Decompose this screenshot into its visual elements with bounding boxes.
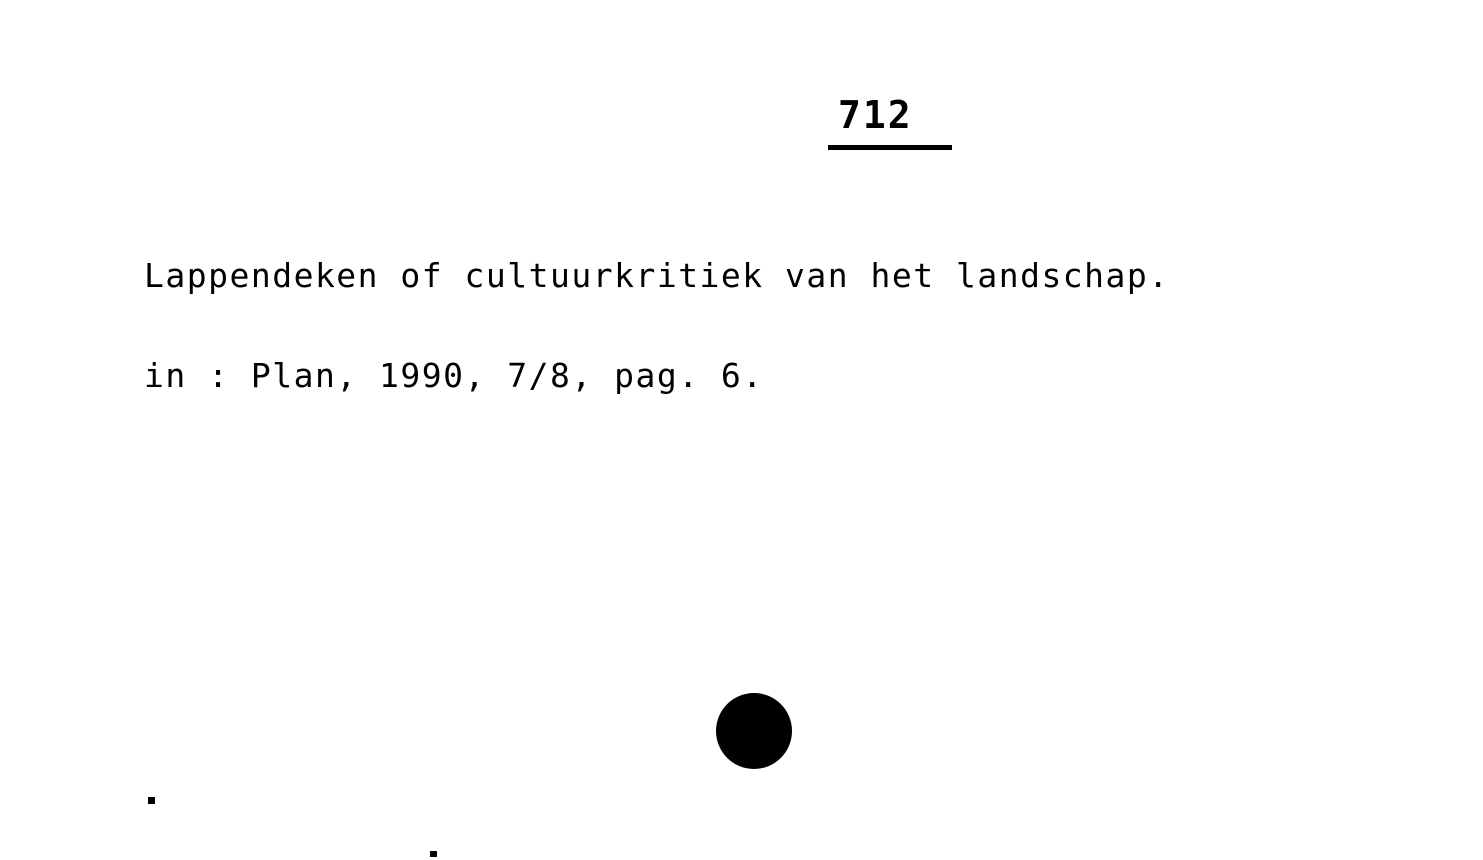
card-number: 712 — [838, 93, 913, 137]
ink-speck-bottom — [430, 851, 437, 857]
ink-dot-mark — [716, 693, 792, 769]
entry-source: in : Plan, 1990, 7/8, pag. 6. — [144, 356, 764, 395]
card-number-underline — [828, 145, 952, 150]
entry-title: Lappendeken of cultuurkritiek van het landschap. — [144, 256, 1170, 295]
ink-speck-left — [148, 797, 155, 804]
